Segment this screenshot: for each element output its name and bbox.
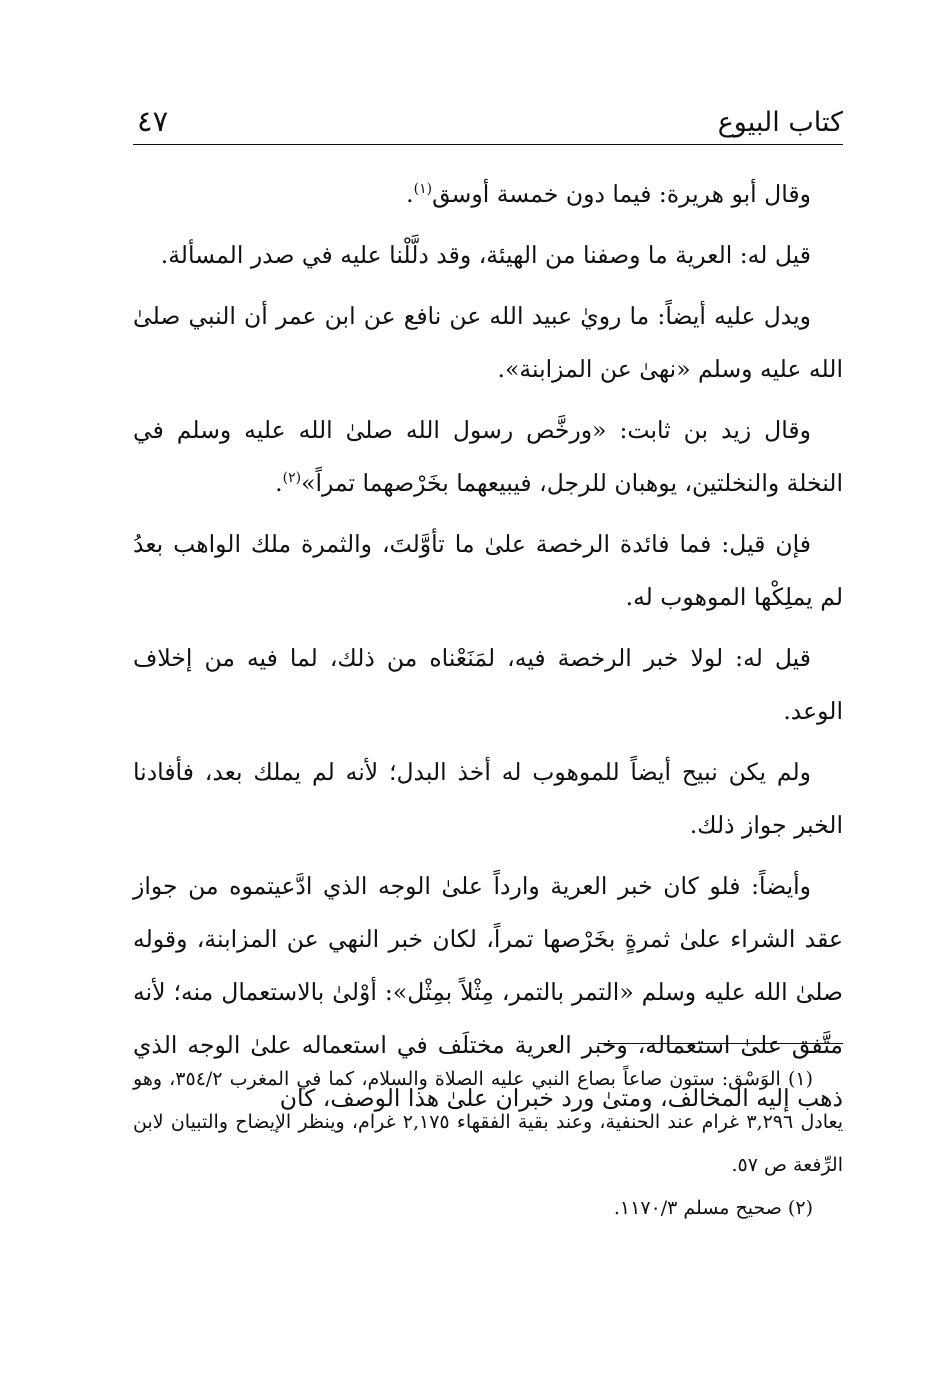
footnote-ref-2: (٢): [282, 470, 302, 487]
footnote-ref-1: (١): [413, 181, 433, 198]
paragraph-3: ويدل عليه أيضاً: ما رويٰ عبيد الله عن نافع عن ابن عمر أن النبي صلىٰ الله عليه وسلم «نهىٰ عن المزابنة».: [133, 302, 843, 383]
paragraph-2: قيل له: العرية ما وصفنا من الهيئة، وقد دلَّلْنا عليه في صدر المسألة.: [160, 241, 811, 269]
paragraph-7: ولم يكن نبيح أيضاً للموهوب له أخذ البدل؛ لأنه لم يملك بعد، فأفادنا الخبر جواز ذلك.: [133, 758, 843, 839]
footnote-2: (٢) صحيح مسلم ١١٧٠/٣.: [613, 1197, 813, 1219]
footnote-divider: [598, 1043, 843, 1044]
page-number: ٤٧: [137, 104, 169, 138]
paragraph-6: قيل له: لولا خبر الرخصة فيه، لمَنَعْناه من ذلك، لما فيه من إخلاف الوعد.: [133, 644, 843, 725]
paragraph-8: وأيضاً: فلو كان خبر العرية وارداً علىٰ الوجه الذي ادَّعيتموه من جواز عقد الشراء علىٰ ثمرةٍ بخَرْصها تمراً، لكان خبر النهي عن المزابنة، وقوله صلىٰ الله عليه وسلم «التمر بالتمر، مِثْلاً بمِثْل»: أوْلىٰ بالاستعمال منه؛ لأنه متَّفق علىٰ استعماله، وخبر العرية مختلَف في استعماله علىٰ الوجه الذي ذهب إليه المخالف، ومتىٰ ورد خبران علىٰ هذا الوصف، كان: [133, 872, 843, 1112]
main-text: [133, 168, 843, 1133]
paragraph-1-text: وقال أبو هريرة: فيما دون خمسة أوسق: [432, 180, 811, 208]
footnotes: [133, 1058, 843, 1230]
paragraph-1: [133, 168, 843, 221]
paragraph-4: [133, 404, 843, 510]
footnote-1: (١) الوَسْق: ستون صاعاً بصاع النبي عليه الصلاة والسلام، كما في المغرب ٣٥٤/٢، وهو يعادل ٣,٢٩٦ غرام عند الحنفية، وعند بقية الفقهاء ٢,١٧٥ غرام، وينظر الإيضاح والتبيان لابن الرِّفعة ص ٥٧.: [133, 1068, 843, 1176]
paragraph-5: فإن قيل: فما فائدة الرخصة علىٰ ما تأوَّلتَ، والثمرة ملك الواهب بعدُ لم يملِكْها الموهوب له.: [133, 530, 843, 611]
paragraph-1-end: .: [406, 180, 414, 208]
paragraph-4-end: .: [275, 469, 283, 497]
running-title: كتاب البيوع: [717, 107, 843, 138]
paragraph-4-text: وقال زيد بن ثابت: «ورخَّص رسول الله صلىٰ الله عليه وسلم في النخلة والنخلتين، يوهبان للرجل، فيبيعهما بخَرْصهما تمراً»: [133, 416, 843, 497]
page-header: [133, 92, 843, 145]
